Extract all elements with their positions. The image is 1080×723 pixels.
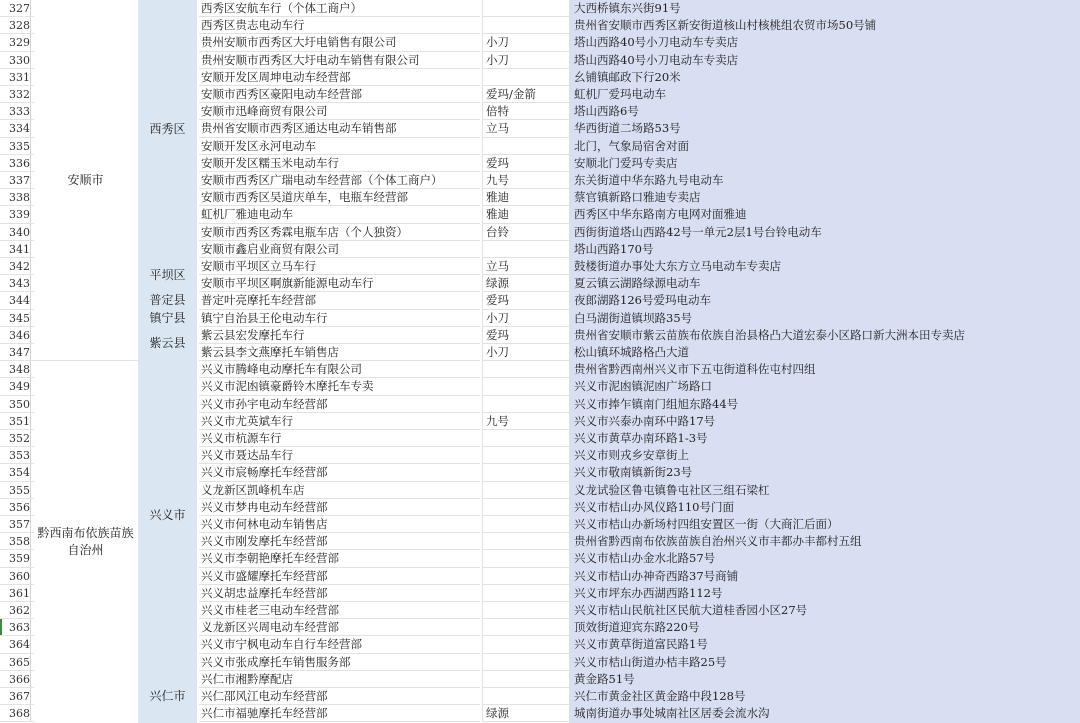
row-number[interactable]: 364 bbox=[0, 636, 31, 653]
address-cell[interactable]: 兴义市桔山民航社区民航大道桂香园小区27号 bbox=[574, 603, 808, 617]
brand-cell[interactable]: 九号 bbox=[482, 172, 569, 189]
address-cell[interactable]: 华西街道二场路53号 bbox=[574, 121, 681, 136]
address-cell[interactable]: 北门，气象局宿舍对面 bbox=[574, 138, 689, 153]
address-cell[interactable]: 兴义市泥凼镇泥凼广场路口 bbox=[574, 379, 712, 394]
district-label: 镇宁县 bbox=[149, 310, 186, 325]
address-cell[interactable]: 兴义市黄草办南环路1-3号 bbox=[574, 431, 708, 445]
store-name-cell[interactable]: 贵州安顺市西秀区大圩电销售有限公司 bbox=[199, 34, 480, 51]
brand-cell[interactable] bbox=[482, 654, 569, 671]
store-name-cell[interactable]: 安顺市西秀区吴道庆单车，电瓶车经营部 bbox=[199, 189, 480, 206]
store-name-cell[interactable]: 镇宁自治县王伦电动车行 bbox=[199, 310, 480, 327]
brand-cell[interactable]: 雅迪 bbox=[482, 206, 569, 223]
row-number[interactable]: 363 bbox=[0, 619, 31, 636]
row-number[interactable]: 342 bbox=[0, 258, 31, 275]
store-name-cell[interactable]: 兴仁邵风江电动车经营部 bbox=[199, 688, 480, 705]
brand-cell[interactable] bbox=[482, 361, 569, 378]
brand-cell[interactable]: 小刀 bbox=[482, 34, 569, 51]
row-number[interactable]: 365 bbox=[0, 654, 31, 671]
brand-cell[interactable]: 爱玛/金箭 bbox=[482, 86, 569, 103]
store-name-cell[interactable]: 安顺市平坝区啊旗新能源电动车行 bbox=[199, 275, 480, 292]
row-number[interactable]: 338 bbox=[0, 189, 31, 206]
address-cell[interactable]: 东关街道中华东路九号电动车 bbox=[574, 173, 724, 187]
district-label: 平坝区 bbox=[149, 267, 186, 282]
address-cell[interactable]: 兴义市捧乍镇南门组旭东路44号 bbox=[574, 396, 739, 411]
address-cell[interactable]: 松山镇环城路格凸大道 bbox=[574, 345, 689, 359]
brand-cell[interactable]: 爱玛 bbox=[482, 292, 569, 309]
address-cell[interactable]: 虹机厂爱玛电动车 bbox=[574, 87, 666, 101]
address-cell[interactable]: 兴义市兴泰办南环中路17号 bbox=[574, 413, 716, 428]
brand-cell[interactable] bbox=[482, 482, 569, 499]
brand-cell[interactable]: 绿源 bbox=[482, 705, 569, 722]
row-number[interactable]: 352 bbox=[0, 430, 31, 447]
brand-cell[interactable] bbox=[482, 619, 569, 636]
store-name-cell[interactable]: 义龙新区兴周电动车经营部 bbox=[199, 619, 480, 636]
row-number[interactable]: 354 bbox=[0, 464, 31, 481]
brand-cell[interactable] bbox=[482, 447, 569, 464]
address-cell[interactable]: 义龙试验区鲁屯镇鲁屯社区三组石梁杠 bbox=[574, 482, 770, 497]
brand-cell[interactable] bbox=[482, 533, 569, 550]
row-number[interactable]: 332 bbox=[0, 86, 31, 103]
brand-cell[interactable] bbox=[482, 0, 569, 17]
brand-cell[interactable]: 立马 bbox=[482, 258, 569, 275]
store-name-cell[interactable]: 西秀区安航车行（个体工商户） bbox=[199, 0, 480, 17]
row-number[interactable]: 348 bbox=[0, 361, 31, 378]
active-row-marker bbox=[0, 619, 2, 636]
district-cell[interactable] bbox=[138, 310, 197, 327]
address-cell[interactable]: 兴仁市黄金社区黄金路中段128号 bbox=[574, 689, 746, 703]
province-label: 黔西南布依族苗族自治州 bbox=[37, 525, 134, 557]
row-number[interactable]: 350 bbox=[0, 396, 31, 413]
row-number[interactable]: 360 bbox=[0, 568, 31, 585]
row-number[interactable]: 339 bbox=[0, 206, 31, 223]
brand-cell[interactable] bbox=[482, 430, 569, 447]
store-name-cell[interactable]: 安顺开发区糯玉米电动车行 bbox=[199, 155, 480, 172]
address-cell[interactable]: 兴义市敬南镇新街23号 bbox=[574, 465, 693, 480]
store-name-cell[interactable]: 安顺市鑫启业商贸有限公司 bbox=[199, 241, 480, 258]
brand-cell[interactable] bbox=[482, 671, 569, 688]
address-cell[interactable]: 兴义市桔山办风仪路110号门面 bbox=[574, 499, 734, 514]
row-number[interactable]: 328 bbox=[0, 17, 31, 34]
brand-cell[interactable]: 绿源 bbox=[482, 275, 569, 292]
row-number[interactable]: 335 bbox=[0, 138, 31, 155]
address-cell[interactable]: 幺铺镇邮政下行20米 bbox=[574, 69, 681, 84]
brand-cell[interactable]: 立马 bbox=[482, 120, 569, 137]
row-number[interactable]: 343 bbox=[0, 275, 31, 292]
row-number[interactable]: 334 bbox=[0, 120, 31, 137]
store-name-cell[interactable]: 安顺开发区永河电动车 bbox=[199, 138, 480, 155]
brand-cell[interactable]: 九号 bbox=[482, 413, 569, 430]
row-gridline bbox=[0, 721, 34, 722]
district-cell[interactable] bbox=[138, 0, 197, 258]
address-cell[interactable]: 兴义市桔山办金水北路57号 bbox=[574, 551, 716, 566]
brand-cell[interactable]: 爱玛 bbox=[482, 155, 569, 172]
brand-cell[interactable] bbox=[482, 464, 569, 481]
row-number[interactable]: 368 bbox=[0, 705, 31, 722]
store-name-cell[interactable]: 兴义市梦冉电动车经营部 bbox=[199, 499, 480, 516]
brand-cell[interactable] bbox=[482, 602, 569, 619]
district-label: 兴仁市 bbox=[149, 689, 186, 704]
address-cell[interactable]: 塔山西路170号 bbox=[574, 241, 654, 256]
row-number[interactable]: 337 bbox=[0, 172, 31, 189]
store-name-cell[interactable]: 兴义胡忠益摩托车经营部 bbox=[199, 585, 480, 602]
province-cell[interactable] bbox=[33, 0, 138, 361]
address-cell[interactable]: 城南街道办事处城南社区居委会流水沟 bbox=[574, 706, 770, 721]
brand-cell[interactable]: 小刀 bbox=[482, 52, 569, 69]
address-cell[interactable]: 顶效街道迎宾东路220号 bbox=[574, 620, 700, 635]
brand-cell[interactable]: 爱玛 bbox=[482, 327, 569, 344]
district-cell[interactable] bbox=[138, 292, 197, 309]
province-label: 安顺市 bbox=[67, 173, 104, 188]
district-cell[interactable] bbox=[138, 327, 197, 361]
address-cell[interactable]: 黄金路51号 bbox=[574, 671, 635, 686]
row-number[interactable]: 359 bbox=[0, 550, 31, 567]
district-label: 兴义市 bbox=[149, 508, 186, 523]
store-name-cell[interactable]: 贵州省安顺市西秀区通达电动车销售部 bbox=[199, 120, 480, 137]
address-cell[interactable]: 大西桥镇东兴街91号 bbox=[574, 1, 681, 15]
row-number[interactable]: 329 bbox=[0, 34, 31, 51]
row-number[interactable]: 362 bbox=[0, 602, 31, 619]
store-name-cell[interactable]: 兴义市盛耀摩托车经营部 bbox=[199, 568, 480, 585]
store-name-cell[interactable]: 兴义市孙宇电动车经营部 bbox=[199, 396, 480, 413]
store-name-cell[interactable]: 紫云县宏发摩托车行 bbox=[199, 327, 480, 344]
row-number[interactable]: 351 bbox=[0, 413, 31, 430]
brand-cell[interactable] bbox=[482, 516, 569, 533]
district-cell[interactable] bbox=[138, 258, 197, 292]
brand-cell[interactable] bbox=[482, 688, 569, 705]
row-number[interactable]: 344 bbox=[0, 292, 31, 309]
address-cell[interactable]: 夏云镇云湖路绿源电动车 bbox=[574, 276, 701, 291]
district-cell[interactable] bbox=[138, 361, 197, 671]
address-cell[interactable]: 安顺北门爱玛专卖店 bbox=[574, 155, 678, 170]
store-name-cell[interactable]: 兴义市腾峰电动摩托车有限公司 bbox=[199, 361, 480, 378]
address-cell[interactable]: 白马湖街道镇坝路35号 bbox=[574, 310, 693, 325]
district-label: 紫云县 bbox=[149, 336, 186, 351]
address-cell[interactable]: 贵州省黔西南布依族苗族自治州兴义市丰都办丰都村五组 bbox=[574, 534, 862, 549]
store-name-cell[interactable]: 兴义市桂老三电动车经营部 bbox=[199, 602, 480, 619]
brand-cell[interactable] bbox=[482, 568, 569, 585]
row-number[interactable]: 366 bbox=[0, 671, 31, 688]
row-number[interactable]: 340 bbox=[0, 224, 31, 241]
store-name-cell[interactable]: 兴义市宁枫电动车自行车经营部 bbox=[199, 636, 480, 653]
address-cell[interactable]: 兴义市桔山办新场村四组安置区一街（大商汇后面） bbox=[574, 517, 839, 531]
address-cell[interactable]: 兴义市桔山办神奇西路37号商铺 bbox=[574, 568, 739, 583]
row-number[interactable]: 357 bbox=[0, 516, 31, 533]
store-name-cell[interactable]: 安顺市西秀区秀霖电瓶车店（个人独资） bbox=[199, 224, 480, 241]
address-cell[interactable]: 兴义市黄草街道富民路1号 bbox=[574, 637, 708, 652]
brand-cell[interactable] bbox=[482, 69, 569, 86]
address-cell[interactable]: 兴义市则戎乡安章街上 bbox=[574, 448, 689, 463]
brand-cell[interactable] bbox=[482, 636, 569, 653]
brand-cell[interactable]: 雅迪 bbox=[482, 189, 569, 206]
address-cell[interactable]: 塔山西路6号 bbox=[574, 104, 639, 119]
district-label: 普定县 bbox=[149, 293, 186, 308]
address-cell[interactable]: 西街街道塔山西路42号一单元2层1号台铃电动车 bbox=[574, 224, 822, 239]
brand-cell[interactable]: 小刀 bbox=[482, 310, 569, 327]
address-cell[interactable]: 贵州省安顺市紫云苗族布依族自治县格凸大道宏泰小区路口新大洲本田专卖店 bbox=[574, 327, 965, 342]
row-number[interactable]: 341 bbox=[0, 241, 31, 258]
store-name-cell[interactable]: 贵州安顺市西秀区大圩电动车销售有限公司 bbox=[199, 52, 480, 69]
store-name-cell[interactable]: 虹机厂雅迪电动车 bbox=[199, 206, 480, 223]
store-name-cell[interactable]: 兴义市刚发摩托车经营部 bbox=[199, 533, 480, 550]
brand-cell[interactable] bbox=[482, 499, 569, 516]
address-cell[interactable]: 兴义市桔山街道办桔丰路25号 bbox=[574, 654, 727, 669]
store-name-cell[interactable]: 兴义市何林电动车销售店 bbox=[199, 516, 480, 533]
province-divider bbox=[33, 360, 138, 361]
store-name-cell[interactable]: 兴仁市福驰摩托车经营部 bbox=[199, 705, 480, 722]
store-name-cell[interactable]: 兴义市聂达品车行 bbox=[199, 447, 480, 464]
row-number[interactable]: 347 bbox=[0, 344, 31, 361]
store-name-cell[interactable]: 安顺市迅峰商贸有限公司 bbox=[199, 103, 480, 120]
row-number[interactable]: 330 bbox=[0, 52, 31, 69]
address-cell[interactable]: 兴义市坪东办西湖西路112号 bbox=[574, 585, 723, 600]
brand-cell[interactable] bbox=[482, 396, 569, 413]
store-name-cell[interactable]: 兴义市张成摩托车销售服务部 bbox=[199, 654, 480, 671]
brand-cell[interactable] bbox=[482, 550, 569, 567]
row-number[interactable]: 353 bbox=[0, 447, 31, 464]
brand-cell[interactable] bbox=[482, 138, 569, 155]
row-number[interactable]: 358 bbox=[0, 533, 31, 550]
row-number[interactable]: 356 bbox=[0, 499, 31, 516]
brand-cell[interactable] bbox=[482, 241, 569, 258]
store-name-cell[interactable]: 安顺开发区周坤电动车经营部 bbox=[199, 69, 480, 86]
store-name-cell[interactable]: 兴义市泥凼镇豪爵铃木摩托车专卖 bbox=[199, 378, 480, 395]
store-name-cell[interactable]: 兴义市李朝艳摩托车经营部 bbox=[199, 550, 480, 567]
province-cell[interactable] bbox=[33, 361, 138, 722]
store-name-cell[interactable]: 义龙新区凯峰机车店 bbox=[199, 482, 480, 499]
brand-cell[interactable]: 小刀 bbox=[482, 344, 569, 361]
row-number[interactable]: 327 bbox=[0, 0, 31, 17]
store-name-cell[interactable]: 紫云县李文燕摩托车销售店 bbox=[199, 344, 480, 361]
brand-cell[interactable]: 倍特 bbox=[482, 103, 569, 120]
store-name-cell[interactable]: 兴义市尤英斌车行 bbox=[199, 413, 480, 430]
row-number[interactable]: 355 bbox=[0, 482, 31, 499]
address-cell[interactable]: 贵州省黔西南州兴义市下五屯街道科佐屯村四组 bbox=[574, 362, 816, 377]
row-number[interactable]: 367 bbox=[0, 688, 31, 705]
store-name-cell[interactable]: 安顺市平坝区立马车行 bbox=[199, 258, 480, 275]
row-number[interactable]: 331 bbox=[0, 69, 31, 86]
store-name-cell[interactable]: 兴仁市湘黔摩配店 bbox=[199, 671, 480, 688]
row-number[interactable]: 361 bbox=[0, 585, 31, 602]
store-name-cell[interactable]: 兴义市宸畅摩托车经营部 bbox=[199, 464, 480, 481]
brand-cell[interactable] bbox=[482, 585, 569, 602]
store-name-cell[interactable]: 安顺市西秀区广瑞电动车经营部（个体工商户） bbox=[199, 172, 480, 189]
row-number[interactable]: 333 bbox=[0, 103, 31, 120]
row-number[interactable]: 345 bbox=[0, 310, 31, 327]
address-cell[interactable]: 贵州省安顺市西秀区新安街道核山村核桃组农贸市场50号铺 bbox=[574, 18, 877, 33]
row-number[interactable]: 336 bbox=[0, 155, 31, 172]
address-cell[interactable]: 蔡官镇新路口雅迪专卖店 bbox=[574, 190, 701, 205]
store-name-cell[interactable]: 西秀区贵志电动车行 bbox=[199, 17, 480, 34]
store-name-cell[interactable]: 普定叶亮摩托车经营部 bbox=[199, 292, 480, 309]
address-cell[interactable]: 夜郎湖路126号爱玛电动车 bbox=[574, 293, 711, 308]
address-cell[interactable]: 塔山西路40号小刀电动车专卖店 bbox=[574, 52, 739, 67]
address-cell[interactable]: 鼓楼街道办事处大东方立马电动车专卖店 bbox=[574, 259, 781, 273]
row-number[interactable]: 346 bbox=[0, 327, 31, 344]
store-name-cell[interactable]: 安顺市西秀区豪阳电动车经营部 bbox=[199, 86, 480, 103]
row-number[interactable]: 349 bbox=[0, 378, 31, 395]
brand-cell[interactable] bbox=[482, 17, 569, 34]
brand-cell[interactable]: 台铃 bbox=[482, 224, 569, 241]
brand-cell[interactable] bbox=[482, 378, 569, 395]
district-label: 西秀区 bbox=[149, 121, 186, 136]
address-cell[interactable]: 西秀区中华东路南方电网对面雅迪 bbox=[574, 207, 747, 222]
district-cell[interactable] bbox=[138, 671, 197, 723]
address-cell[interactable]: 塔山西路40号小刀电动车专卖店 bbox=[574, 35, 739, 50]
store-name-cell[interactable]: 兴义市杭源车行 bbox=[199, 430, 480, 447]
